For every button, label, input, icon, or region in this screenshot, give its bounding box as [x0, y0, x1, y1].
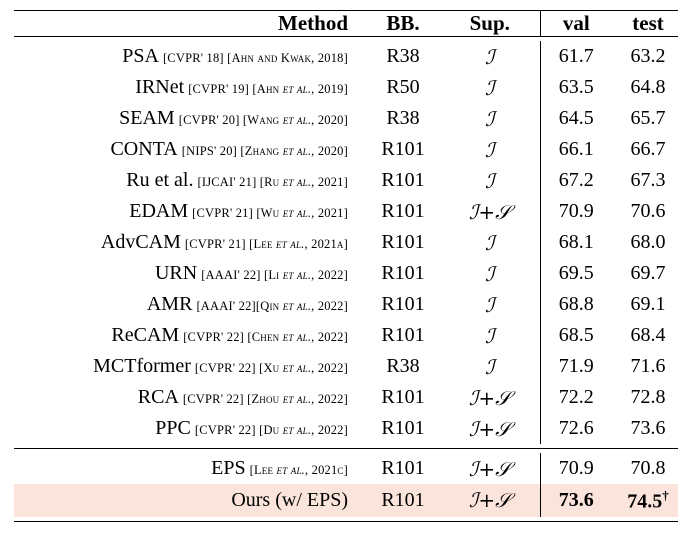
cell-method	[14, 382, 366, 413]
cell-test: 71.6	[630, 355, 666, 377]
cell-method	[14, 351, 366, 382]
method-name: PPC	[155, 417, 191, 439]
column-header-val: val	[540, 11, 612, 36]
method-name: EDAM	[129, 200, 189, 222]
cell-sup: ℐ+𝒮	[468, 385, 511, 410]
cell-bb: R101	[381, 138, 425, 160]
cell-test	[612, 484, 678, 517]
cell-bb: R101	[381, 417, 425, 439]
header-row	[14, 11, 678, 36]
cell-method	[14, 165, 366, 196]
cell-test-value: 74.5	[627, 490, 663, 513]
dagger-marker: †	[662, 487, 669, 503]
cell-val: 63.5	[540, 72, 612, 103]
method-name: SEAM	[119, 107, 175, 129]
cell-sup: ℐ+𝒮	[440, 484, 540, 517]
column-header-sup: Sup.	[469, 11, 510, 35]
cell-bb: R101	[381, 386, 425, 408]
cell-method	[14, 196, 366, 227]
cell-method	[14, 103, 366, 134]
table-row	[14, 134, 678, 165]
cell-val: 67.2	[540, 165, 612, 196]
table-row-eps	[14, 453, 678, 484]
method-ref: [CVPR' 20] [Wang et al., 2020]	[178, 113, 348, 127]
table-row	[14, 41, 678, 72]
cell-val: 72.2	[540, 382, 612, 413]
cell-val: 68.5	[540, 320, 612, 351]
cell-sup: ℐ+𝒮	[468, 456, 511, 481]
cell-bb: R101	[381, 262, 425, 284]
cell-sup: ℐ	[485, 354, 495, 379]
cell-val: 69.5	[540, 258, 612, 289]
cell-test: 65.7	[630, 107, 666, 129]
cell-val: 68.8	[540, 289, 612, 320]
table-row	[14, 72, 678, 103]
method-name: CONTA	[110, 138, 178, 160]
cell-method	[14, 413, 366, 444]
table-row	[14, 196, 678, 227]
table-row	[14, 103, 678, 134]
cell-bb: R101	[381, 169, 425, 191]
cell-val: 61.7	[540, 41, 612, 72]
cell-bb: R38	[386, 107, 420, 129]
cell-method	[14, 484, 366, 517]
cell-sup: ℐ+𝒮	[468, 416, 511, 441]
cell-sup: ℐ	[485, 261, 495, 286]
cell-sup: ℐ+𝒮	[468, 199, 511, 224]
cell-test: 69.1	[630, 293, 666, 315]
method-name: Ours (w/ EPS)	[231, 488, 348, 511]
method-name: PSA	[122, 45, 159, 67]
cell-method	[14, 289, 366, 320]
method-ref: [CVPR' 22] [Zhou et al., 2022]	[182, 392, 348, 406]
method-name: MCTformer	[93, 355, 191, 377]
table-row	[14, 320, 678, 351]
cell-method	[14, 72, 366, 103]
table-row-ours	[14, 484, 678, 517]
cell-val: 71.9	[540, 351, 612, 382]
table-row	[14, 227, 678, 258]
method-name: RCA	[137, 386, 179, 408]
cell-val: 66.1	[540, 134, 612, 165]
cell-sup: ℐ	[485, 168, 495, 193]
cell-sup: ℐ	[485, 75, 495, 100]
column-header-test: test	[632, 11, 664, 35]
cell-sup: ℐ	[485, 106, 495, 131]
cell-val: 64.5	[540, 103, 612, 134]
method-ref: [CVPR' 22] [Xu et al., 2022]	[194, 361, 348, 375]
method-name: AdvCAM	[100, 231, 181, 253]
cell-method	[14, 134, 366, 165]
column-header-bb: BB.	[386, 11, 420, 35]
table-row	[14, 258, 678, 289]
method-name: URN	[154, 262, 198, 284]
cell-val: 73.6	[540, 484, 612, 517]
cell-bb: R101	[381, 324, 425, 346]
method-ref: [Lee et al., 2021c]	[249, 463, 348, 477]
cell-test: 67.3	[630, 169, 666, 191]
cell-method	[14, 453, 366, 484]
cell-sup: ℐ	[485, 230, 495, 255]
method-ref: [AAAI' 22][Qin et al., 2022]	[196, 299, 348, 313]
cell-val: 68.1	[540, 227, 612, 258]
column-header-method: Method	[278, 11, 348, 35]
table-row	[14, 382, 678, 413]
cell-test: 68.0	[630, 231, 666, 253]
method-name: EPS	[211, 457, 246, 479]
cell-bb: R50	[386, 76, 420, 98]
cell-test: 64.8	[630, 76, 666, 98]
method-ref: [CVPR' 22] [Chen et al., 2022]	[183, 330, 348, 344]
method-ref: [CVPR' 18] [Ahn and Kwak, 2018]	[162, 51, 348, 65]
table-row	[14, 289, 678, 320]
cell-method	[14, 320, 366, 351]
cell-sup: ℐ	[485, 137, 495, 162]
cell-test: 70.6	[630, 200, 666, 222]
cell-val: 70.9	[540, 196, 612, 227]
results-table	[14, 10, 678, 522]
method-ref: [CVPR' 22] [Du et al., 2022]	[194, 423, 348, 437]
cell-bb: R101	[381, 200, 425, 222]
method-name: Ru et al.	[126, 169, 194, 191]
cell-bb: R101	[381, 293, 425, 315]
method-name: AMR	[146, 293, 193, 315]
method-ref: [CVPR' 21] [Wu et al., 2021]	[192, 206, 348, 220]
cell-method	[14, 258, 366, 289]
cell-test: 69.7	[630, 262, 666, 284]
method-ref: [CVPR' 21] [Lee et al., 2021a]	[184, 237, 348, 251]
cell-test: 73.6	[630, 417, 666, 439]
table-row	[14, 165, 678, 196]
cell-val: 70.9	[540, 453, 612, 484]
cell-method	[14, 41, 366, 72]
cell-sup: ℐ	[485, 323, 495, 348]
cell-test: 66.7	[630, 138, 666, 160]
cell-method	[14, 227, 366, 258]
cell-val: 72.6	[540, 413, 612, 444]
method-ref: [IJCAI' 21] [Ru et al., 2021]	[197, 175, 348, 189]
cell-test: 70.8	[630, 457, 666, 479]
bottom-rule	[14, 521, 678, 522]
method-ref: [AAAI' 22] [Li et al., 2022]	[201, 268, 348, 282]
cell-sup: ℐ	[485, 44, 495, 69]
bottom-rule-row	[14, 521, 678, 522]
method-name: IRNet	[135, 76, 185, 98]
cell-bb: R38	[386, 45, 420, 67]
cell-sup: ℐ	[485, 292, 495, 317]
table-body	[14, 10, 678, 522]
method-ref: [CVPR' 19] [Ahn et al., 2019]	[188, 82, 348, 96]
cell-test: 68.4	[630, 324, 666, 346]
table-row	[14, 413, 678, 444]
table-row	[14, 351, 678, 382]
cell-test: 63.2	[630, 45, 666, 67]
cell-bb: R101	[381, 457, 425, 479]
method-name: ReCAM	[111, 324, 180, 346]
method-ref: [NIPS' 20] [Zhang et al., 2020]	[181, 144, 348, 158]
cell-test: 72.8	[630, 386, 666, 408]
cell-bb: R38	[386, 355, 420, 377]
cell-bb: R101	[366, 484, 440, 517]
cell-bb: R101	[381, 231, 425, 253]
